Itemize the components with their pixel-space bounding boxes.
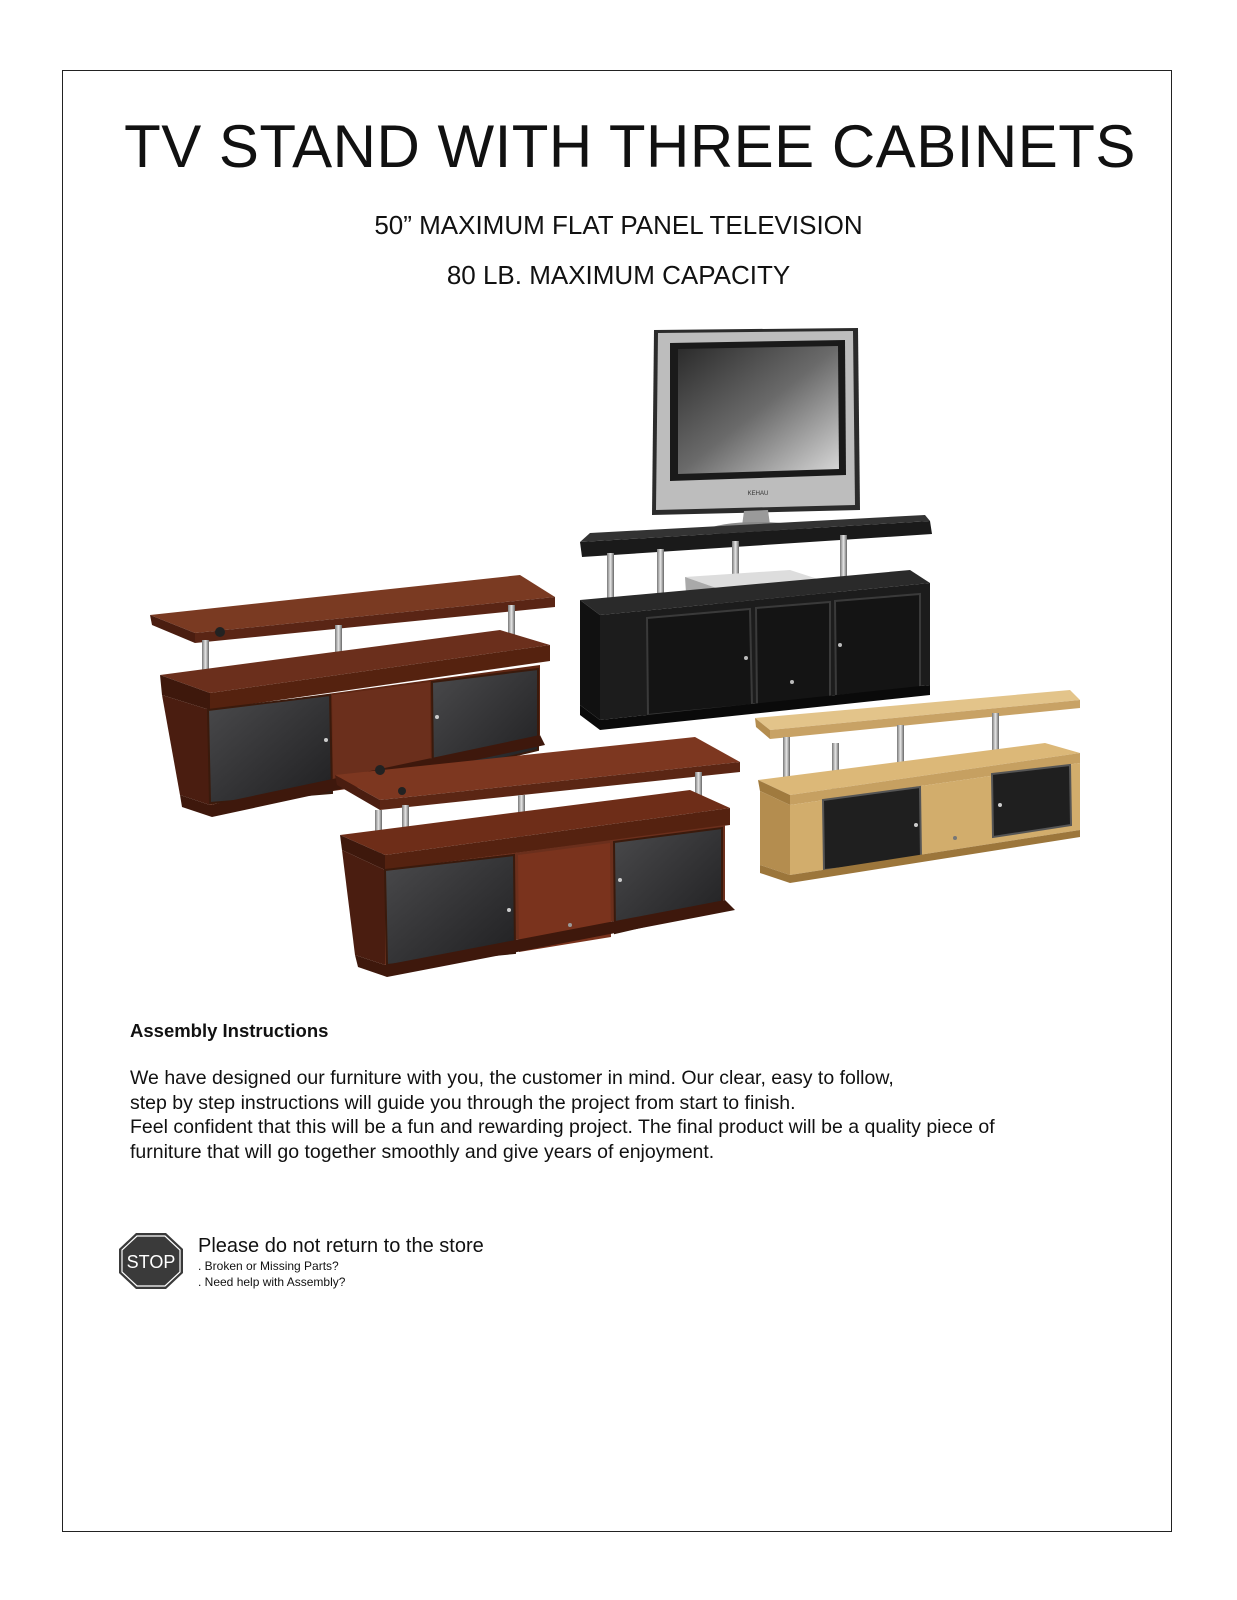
oak-stand [755,690,1080,883]
cherry-stand [335,737,740,977]
paragraph-line: step by step instructions will guide you through the project from start to finish. [130,1091,796,1114]
stop-sign-icon [118,1232,184,1290]
stop-notice-bullet: . Need help with Assembly? [198,1275,346,1289]
paragraph-line: Feel confident that this will be a fun and rewarding project. The final product will be a quality piece of [130,1116,995,1138]
product-illustration [140,325,1100,995]
paragraph-line: furniture that will go together smoothly and give years of enjoyment. [130,1140,715,1163]
stop-notice-main: Please do not return to the store [198,1235,484,1257]
stop-notice-bullet: . Broken or Missing Parts? [198,1259,339,1273]
page-title: TV STAND WITH THREE CABINETS [124,113,1136,180]
paragraph-line: We have designed our furniture with you, the customer in mind. Our clear, easy to follow, [130,1067,894,1089]
stop-sign-text: STOP [126,1252,176,1272]
black-stand-with-tv [580,328,932,730]
flat-panel-tv [652,328,860,538]
assembly-heading: Assembly Instructions [130,1020,329,1041]
subtitle-tv-size: 50” MAXIMUM FLAT PANEL TELEVISION [374,210,863,240]
assembly-paragraph [130,1066,1070,1164]
subtitle-capacity: 80 LB. MAXIMUM CAPACITY [446,260,791,290]
tv-brand-label: KEHAU [747,491,769,497]
